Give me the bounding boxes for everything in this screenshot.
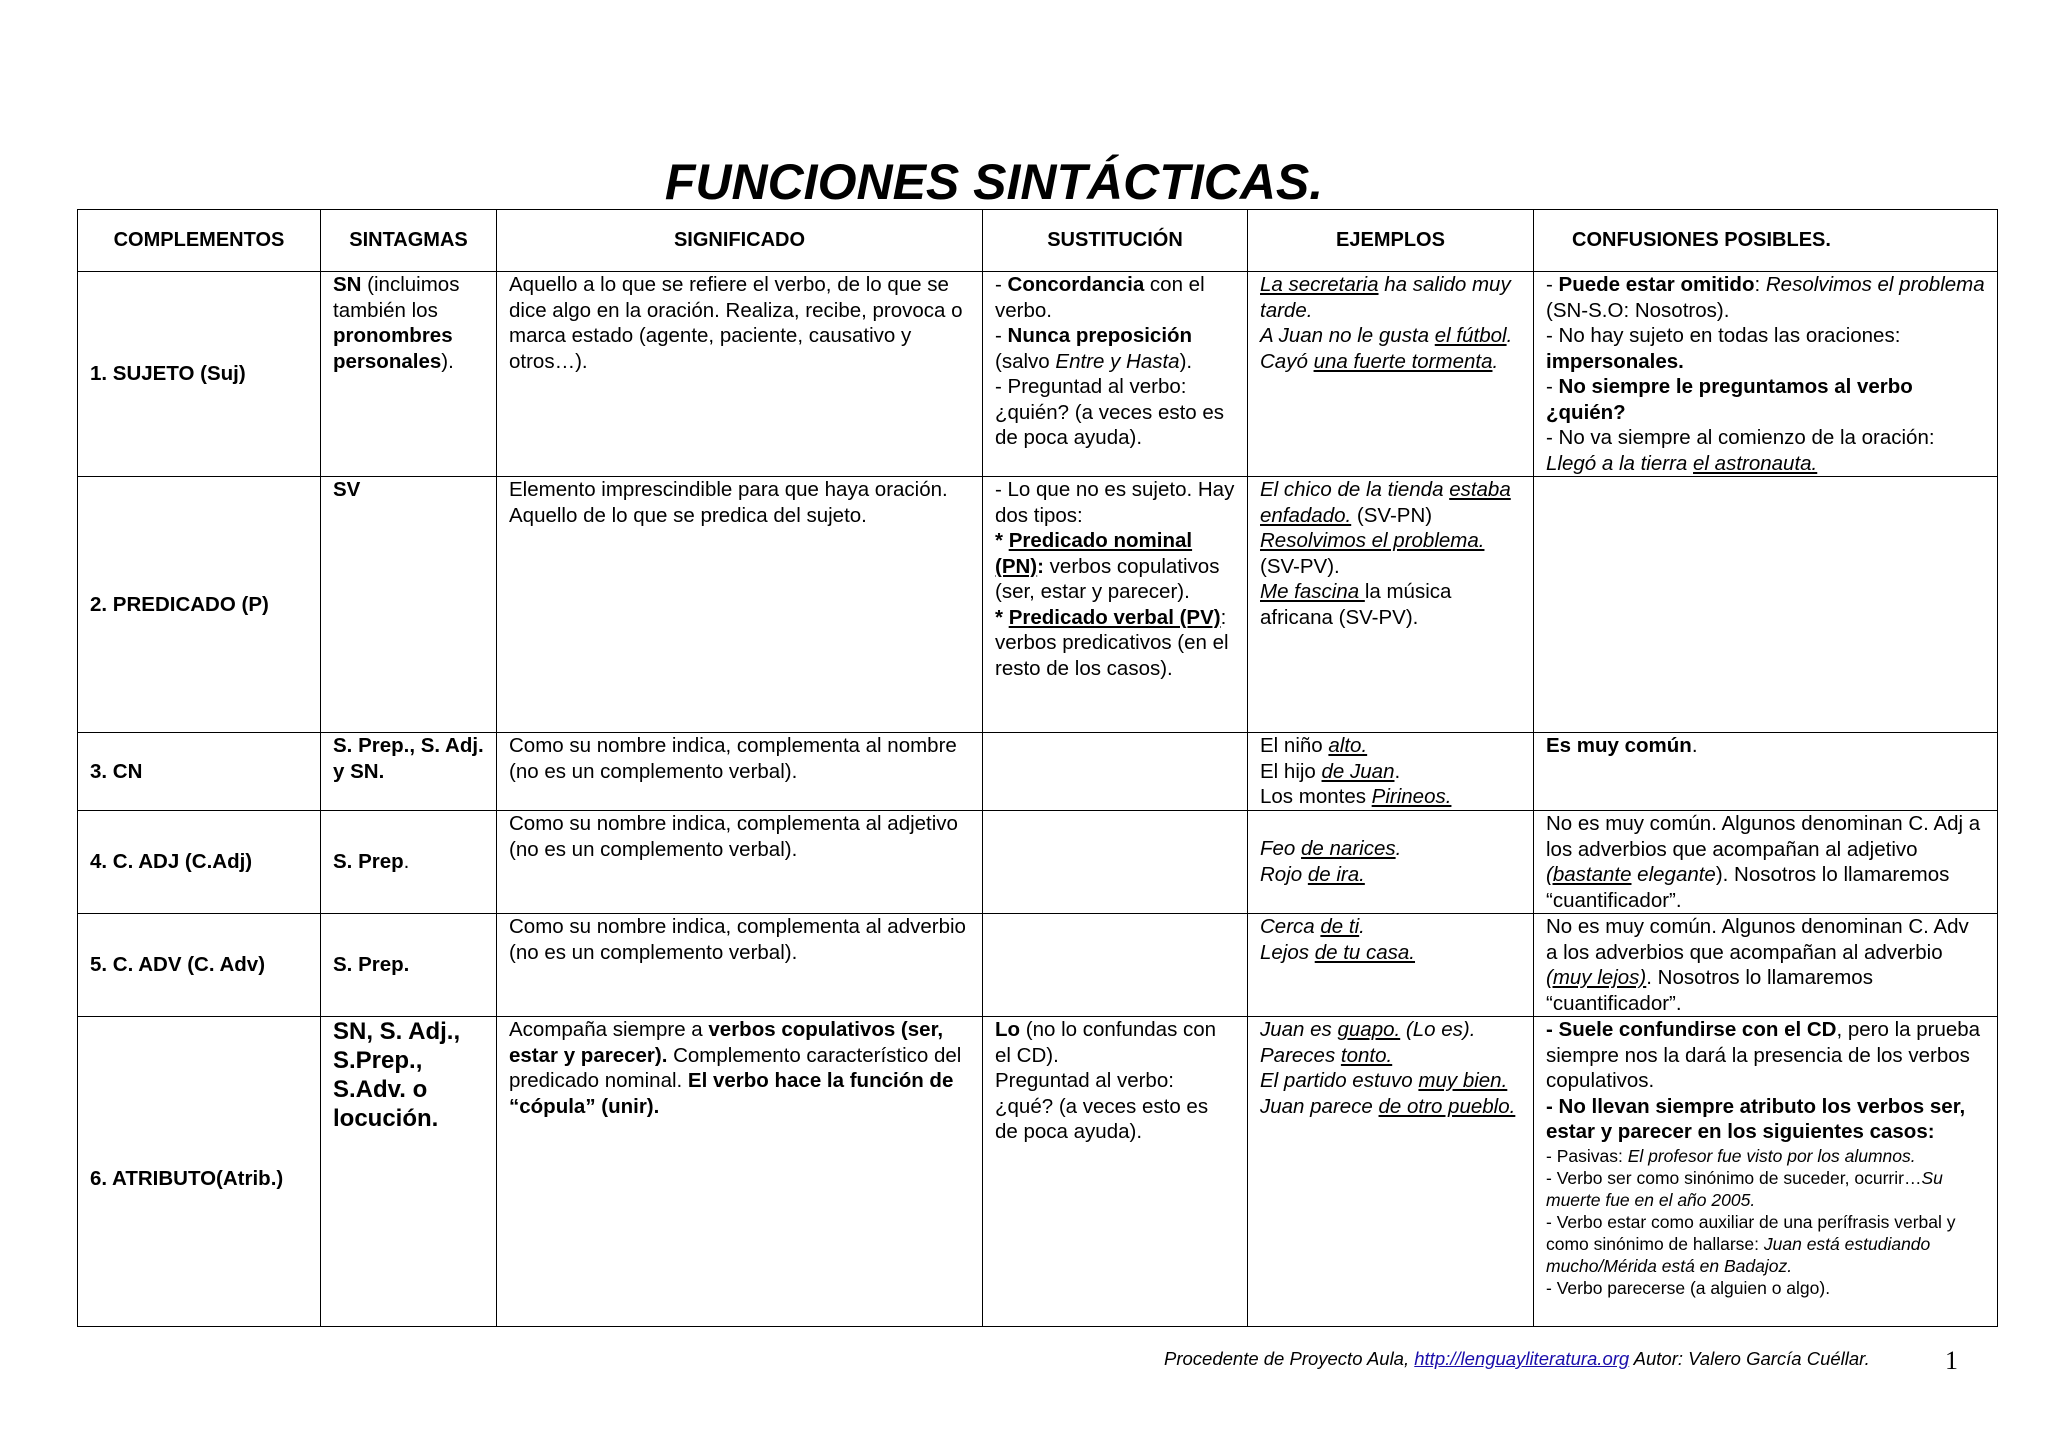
complemento-cell: 4. C. ADJ (C.Adj) [78, 811, 321, 914]
header-sintagmas: SINTAGMAS [321, 210, 497, 272]
table-row [78, 1017, 1998, 1327]
sustitucion-cell [983, 914, 1248, 1017]
confusiones-cell: - Suele confundirse con el CD, pero la prueba siempre nos la dará la presencia de los verbos copulativos. - No llevan siempre atributo los verbos ser, estar y parecer en los siguientes casos: - Pasivas: El profesor fue visto por los alumnos. - Verbo ser como sinónimo de suceder, ocurrir…Su muerte fue en el año 2005. - Verbo estar como auxiliar de una perífrasis verbal y como sinónimo de hallarse: Juan está estudiando mucho/Mérida está en Badajoz. - Verbo parecerse (a alguien o algo). [1534, 1017, 1998, 1327]
confusiones-cell [1534, 477, 1998, 733]
functions-table [77, 209, 1998, 1327]
footer-source: Procedente de Proyecto Aula, [1164, 1348, 1415, 1369]
table-row [78, 272, 1998, 477]
complemento-cell: 1. SUJETO (Suj) [78, 272, 321, 477]
sintagma-cell: SN, S. Adj., S.Prep., S.Adv. o locución. [321, 1017, 497, 1327]
sintagma-cell: SN (incluimos también los pronombres personales). [321, 272, 497, 477]
header-complementos: COMPLEMENTOS [78, 210, 321, 272]
sintagma-cell: S. Prep. [321, 811, 497, 914]
table-header-row [78, 210, 1998, 272]
footer-credit [1164, 1348, 1870, 1370]
table-row [78, 733, 1998, 811]
confusiones-cell: - Puede estar omitido: Resolvimos el problema (SN-S.O: Nosotros). - No hay sujeto en todas las oraciones: impersonales. - No siempre le preguntamos al verbo ¿quién? - No va siempre al comienzo de la oración: Llegó a la tierra el astronauta. [1534, 272, 1998, 477]
page-number: 1 [1945, 1346, 1958, 1375]
table-row [78, 477, 1998, 733]
sintagma-cell: S. Prep., S. Adj. y SN. [321, 733, 497, 811]
table-row [78, 811, 1998, 914]
significado-cell: Como su nombre indica, complementa al adverbio (no es un complemento verbal). [497, 914, 983, 1017]
complemento-cell: 6. ATRIBUTO(Atrib.) [78, 1017, 321, 1327]
footer-author: Autor: Valero García Cuéllar. [1629, 1348, 1870, 1369]
sintagma-cell: SV [321, 477, 497, 733]
header-sustitucion: SUSTITUCIÓN [983, 210, 1248, 272]
confusiones-cell: No es muy común. Algunos denominan C. Adj a los adverbios que acompañan al adjetivo (bastante elegante). Nosotros lo llamaremos “cuantificador”. [1534, 811, 1998, 914]
sustitucion-cell [983, 811, 1248, 914]
header-confusiones: CONFUSIONES POSIBLES. [1534, 210, 1998, 272]
sintagma-cell: S. Prep. [321, 914, 497, 1017]
sustitucion-cell: Lo (no lo confundas con el CD). Preguntad al verbo: ¿qué? (a veces esto es de poca ayuda). [983, 1017, 1248, 1327]
confusiones-cell: Es muy común. [1534, 733, 1998, 811]
complemento-cell: 5. C. ADV (C. Adv) [78, 914, 321, 1017]
page-title: FUNCIONES SINTÁCTICAS. [664, 154, 1324, 210]
source-link[interactable]: http://lenguayliteratura.org [1414, 1348, 1630, 1369]
significado-cell: Como su nombre indica, complementa al nombre (no es un complemento verbal). [497, 733, 983, 811]
sustitucion-cell [983, 733, 1248, 811]
ejemplos-cell: Juan es guapo. (Lo es). Pareces tonto. El partido estuvo muy bien. Juan parece de otro pueblo. [1248, 1017, 1534, 1327]
significado-cell: Acompaña siempre a verbos copulativos (ser, estar y parecer). Complemento característico del predicado nominal. El verbo hace la función de “cópula” (unir). [497, 1017, 983, 1327]
significado-cell: Aquello a lo que se refiere el verbo, de lo que se dice algo en la oración. Realiza, recibe, provoca o marca estado (agente, paciente, causativo y otros…). [497, 272, 983, 477]
ejemplos-cell: Cerca de ti. Lejos de tu casa. [1248, 914, 1534, 1017]
ejemplos-cell: El chico de la tienda estaba enfadado. (SV-PN) Resolvimos el problema. (SV-PV). Me fascina la música africana (SV-PV). [1248, 477, 1534, 733]
significado-cell: Elemento imprescindible para que haya oración. Aquello de lo que se predica del sujeto. [497, 477, 983, 733]
ejemplos-cell: La secretaria ha salido muy tarde. A Juan no le gusta el fútbol. Cayó una fuerte tormenta. [1248, 272, 1534, 477]
complemento-cell: 3. CN [78, 733, 321, 811]
sustitucion-cell: - Lo que no es sujeto. Hay dos tipos: * Predicado nominal (PN): verbos copulativos (ser, estar y parecer). * Predicado verbal (PV): verbos predicativos (en el resto de los casos). [983, 477, 1248, 733]
ejemplos-cell: Feo de narices. Rojo de ira. [1248, 811, 1534, 914]
ejemplos-cell: El niño alto. El hijo de Juan. Los montes Pirineos. [1248, 733, 1534, 811]
header-significado: SIGNIFICADO [497, 210, 983, 272]
confusiones-cell: No es muy común. Algunos denominan C. Adv a los adverbios que acompañan al adverbio (muy lejos). Nosotros lo llamaremos “cuantificador”. [1534, 914, 1998, 1017]
significado-cell: Como su nombre indica, complementa al adjetivo (no es un complemento verbal). [497, 811, 983, 914]
header-ejemplos: EJEMPLOS [1248, 210, 1534, 272]
table-row [78, 914, 1998, 1017]
sustitucion-cell: - Concordancia con el verbo. - Nunca preposición (salvo Entre y Hasta). - Preguntad al verbo: ¿quién? (a veces esto es de poca ayuda). [983, 272, 1248, 477]
complemento-cell: 2. PREDICADO (P) [78, 477, 321, 733]
